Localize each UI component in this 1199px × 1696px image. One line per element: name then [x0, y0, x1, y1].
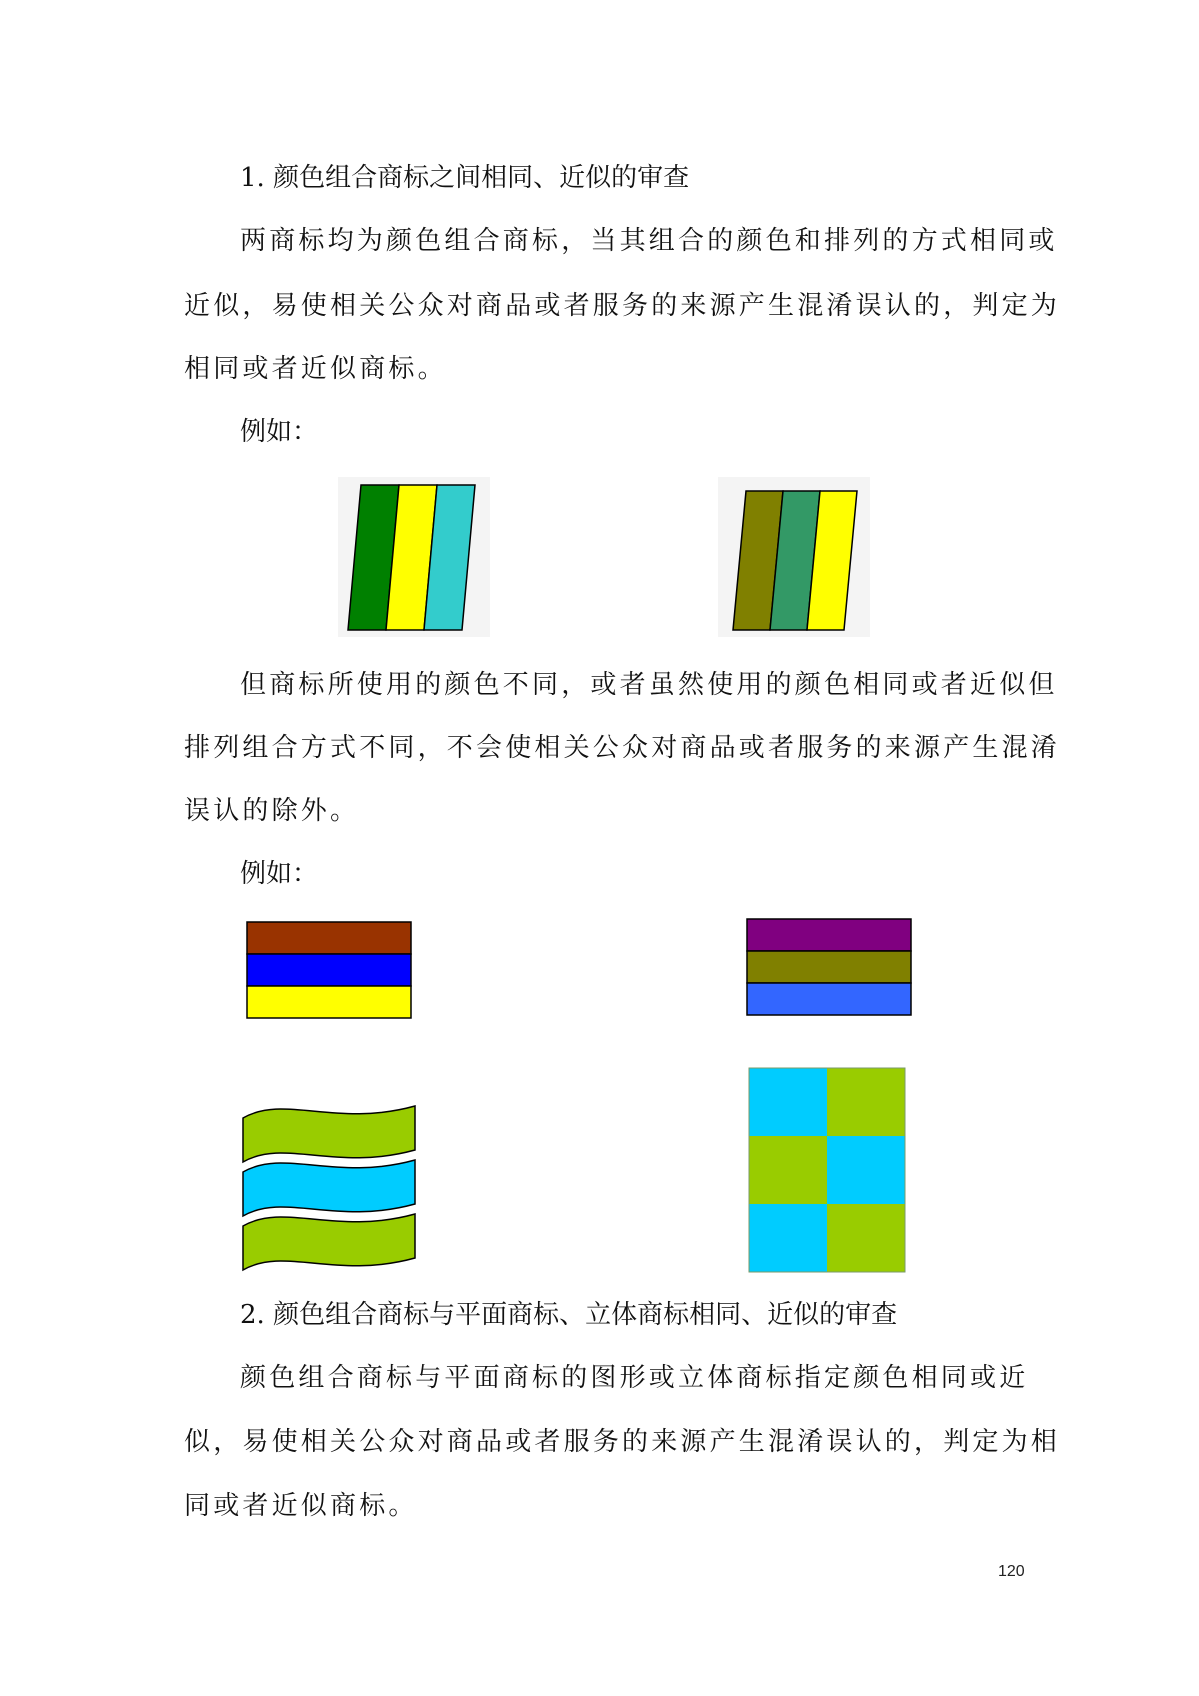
section-2-heading: 2. 颜色组合商标与平面商标、立体商标相同、近似的审查: [240, 1300, 898, 1330]
horizontal-bands-mark-b: [746, 918, 914, 1018]
wavy-bands-mark: [240, 1098, 420, 1274]
paragraph-1-line-2: 近似，易使相关公众对商品或者服务的来源产生混淆误认的，判定为: [184, 291, 1061, 321]
example-label-2: 例如：: [240, 859, 319, 889]
slanted-stripes-mark-b: [718, 477, 870, 637]
checkerboard-mark: [748, 1067, 906, 1273]
paragraph-1-line-1: 两商标均为颜色组合商标，当其组合的颜色和排列的方式相同或: [240, 226, 1058, 256]
section-2-paragraph-line-2: 似，易使相关公众对商品或者服务的来源产生混淆误认的，判定为相: [184, 1427, 1061, 1457]
paragraph-2-line-2: 排列组合方式不同，不会使相关公众对商品或者服务的来源产生混淆: [184, 733, 1061, 763]
page-number: 120: [998, 1563, 1025, 1580]
section-1-heading: 1. 颜色组合商标之间相同、近似的审查: [240, 163, 690, 193]
section-2-paragraph-line-3: 同或者近似商标。: [184, 1491, 418, 1521]
slanted-stripes-mark-a: [338, 477, 490, 637]
horizontal-bands-mark-a: [246, 921, 414, 1021]
section-2-paragraph-line-1: 颜色组合商标与平面商标的图形或立体商标指定颜色相同或近: [240, 1363, 1029, 1393]
paragraph-2-line-3: 误认的除外。: [184, 796, 360, 826]
paragraph-2-line-1: 但商标所使用的颜色不同，或者虽然使用的颜色相同或者近似但: [240, 670, 1058, 700]
paragraph-1-line-3: 相同或者近似商标。: [184, 354, 447, 384]
example-label-1: 例如：: [240, 417, 319, 447]
